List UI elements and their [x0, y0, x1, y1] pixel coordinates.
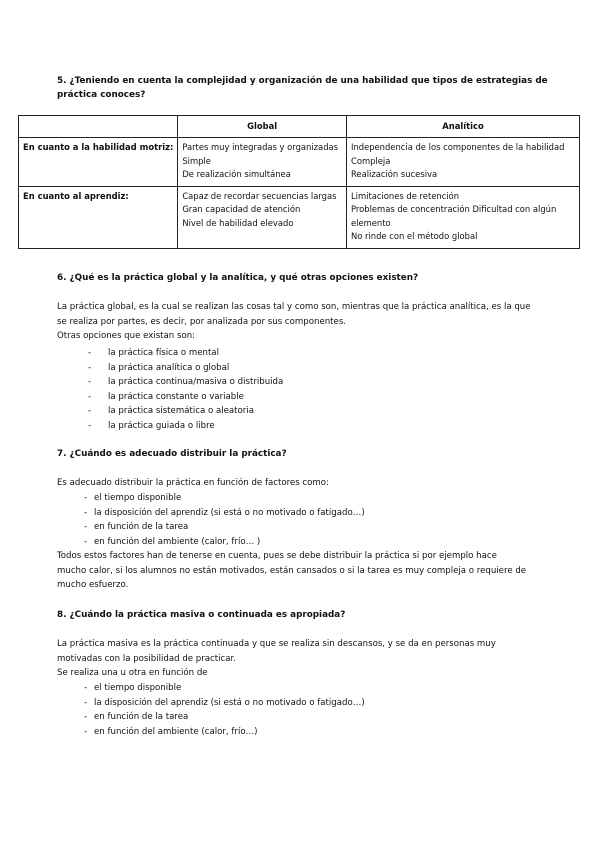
list-item: [84, 681, 365, 696]
table-row: [19, 138, 580, 187]
list-item-text: en función del ambiente (calor, frío… ): [94, 536, 261, 547]
list-item: [84, 710, 365, 725]
list-item: [84, 696, 365, 711]
cell-line: Realización sucesiva: [350, 169, 438, 179]
cell-line: Nivel de habilidad elevado: [182, 217, 294, 228]
list-dash: -: [88, 391, 92, 402]
cell-global-habilidad: [178, 138, 347, 187]
question-5-line-1: 5. ¿Teniendo en cuenta la complejidad y organización de una habilidad que tipos de estrategias de: [57, 76, 548, 86]
cell-line: Problemas de concentración Dificultad con algún: [350, 204, 557, 214]
question-6-answer: [57, 300, 547, 344]
cell-global-aprendiz: [178, 186, 347, 248]
list-item: [84, 725, 365, 740]
strategies-table: [18, 115, 580, 249]
list-dash: -: [88, 362, 92, 373]
cell-line: Independencia de los componentes de la habilidad: [350, 142, 565, 152]
list-dash: -: [88, 348, 92, 358]
question-7-intro: Es adecuado distribuir la práctica en función de factores como:: [57, 478, 329, 488]
list-item-text: la disposición del aprendiz (si está o no motivado o fatigado…): [94, 507, 365, 518]
paragraph-line: motivadas con la posibilidad de practicar.: [57, 653, 236, 664]
list-item-text: en función de la tarea: [94, 712, 189, 722]
list-dash: -: [84, 697, 88, 708]
list-item: [88, 361, 283, 376]
cell-line: Gran capacidad de atención: [182, 204, 301, 214]
paragraph-line: La práctica global, es la cual se realizan las cosas tal y como son, mientras que la práctica analítica, es la que: [57, 302, 531, 312]
list-dash: -: [84, 493, 88, 503]
question-6-options-list: [88, 346, 283, 433]
question-7-factors-list: [84, 491, 365, 549]
list-item-text: la disposición del aprendiz (si está o no motivado o fatigado…): [94, 697, 365, 708]
paragraph-line: mucho esfuerzo.: [57, 580, 129, 590]
cell-line: Simple: [182, 155, 211, 166]
question-7-heading: 7. ¿Cuándo es adecuado distribuir la práctica?: [57, 449, 287, 459]
question-6-heading: 6. ¿Qué es la práctica global y la analítica, y qué otras opciones existen?: [57, 273, 419, 283]
cell-line: elemento: [350, 217, 391, 228]
list-item-text: el tiempo disponible: [94, 493, 182, 503]
list-item-text: la práctica física o mental: [108, 348, 219, 358]
paragraph-line: Se realiza una u otra en función de: [57, 668, 208, 678]
cell-line: Partes muy integradas y organizadas: [182, 142, 339, 152]
list-item-text: la práctica guiada o libre: [108, 420, 215, 431]
paragraph-line: mucho calor, si los alumnos no están motivados, están cansados o si la tarea es muy compleja o requiere de: [57, 565, 527, 576]
list-item-text: en función de la tarea: [94, 522, 189, 532]
row-label-habilidad: En cuanto a la habilidad motriz:: [19, 138, 178, 187]
paragraph-line: Otras opciones que existan son:: [57, 331, 196, 341]
list-dash: -: [88, 377, 92, 387]
list-item: [88, 404, 283, 419]
paragraph-line: Todos estos factores han de tenerse en cuenta, pues se debe distribuir la práctica si por ejemplo hace: [57, 551, 497, 561]
question-8-factors-list: [84, 681, 365, 739]
table-row: [19, 186, 580, 248]
list-item-text: la práctica continua/masiva o distribuida: [108, 377, 284, 387]
list-item: [84, 535, 365, 550]
table-header-global: Global: [178, 116, 347, 138]
list-item: [88, 390, 283, 405]
question-5-line-2: práctica conoces?: [57, 90, 146, 100]
table-header-analitico: Analítico: [346, 116, 579, 138]
list-item-text: la práctica constante o variable: [108, 391, 244, 402]
list-dash: -: [88, 406, 92, 416]
list-dash: -: [88, 420, 92, 431]
cell-line: Limitaciones de retención: [350, 190, 460, 201]
list-item: [88, 419, 283, 434]
question-8-heading: 8. ¿Cuándo la práctica masiva o continuada es apropiada?: [57, 610, 346, 620]
paragraph-line: se realiza por partes, es decir, por analizada por sus componentes.: [57, 316, 347, 327]
list-item-text: en función del ambiente (calor, frío…): [94, 726, 258, 737]
list-item: [88, 346, 283, 361]
row-label-aprendiz: En cuanto al aprendiz:: [19, 186, 178, 248]
cell-line: De realización simultánea: [182, 169, 291, 179]
cell-analitico-habilidad: [346, 138, 579, 187]
list-dash: -: [84, 683, 88, 693]
table-header-empty: [19, 116, 178, 138]
list-dash: -: [84, 726, 88, 737]
cell-analitico-aprendiz: [346, 186, 579, 248]
list-item: [84, 520, 365, 535]
list-dash: -: [84, 507, 88, 518]
list-item-text: el tiempo disponible: [94, 683, 182, 693]
paragraph-line: La práctica masiva es la práctica continuada y que se realiza sin descansos, y se da en personas muy: [57, 639, 496, 649]
cell-line: Compleja: [350, 155, 391, 166]
cell-line: Capaz de recordar secuencias largas: [182, 190, 337, 201]
cell-line: No rinde con el método global: [350, 231, 478, 241]
list-item: [84, 506, 365, 521]
list-dash: -: [84, 536, 88, 547]
list-dash: -: [84, 522, 88, 532]
list-item: [84, 491, 365, 506]
question-8-answer: [57, 637, 547, 681]
list-dash: -: [84, 712, 88, 722]
table-header-row: [19, 116, 580, 138]
question-7-explanation: [57, 549, 557, 593]
list-item-text: la práctica analítica o global: [108, 362, 230, 373]
list-item: [88, 375, 283, 390]
question-5-heading: [57, 74, 548, 102]
list-item-text: la práctica sistemática o aleatoria: [108, 406, 254, 416]
